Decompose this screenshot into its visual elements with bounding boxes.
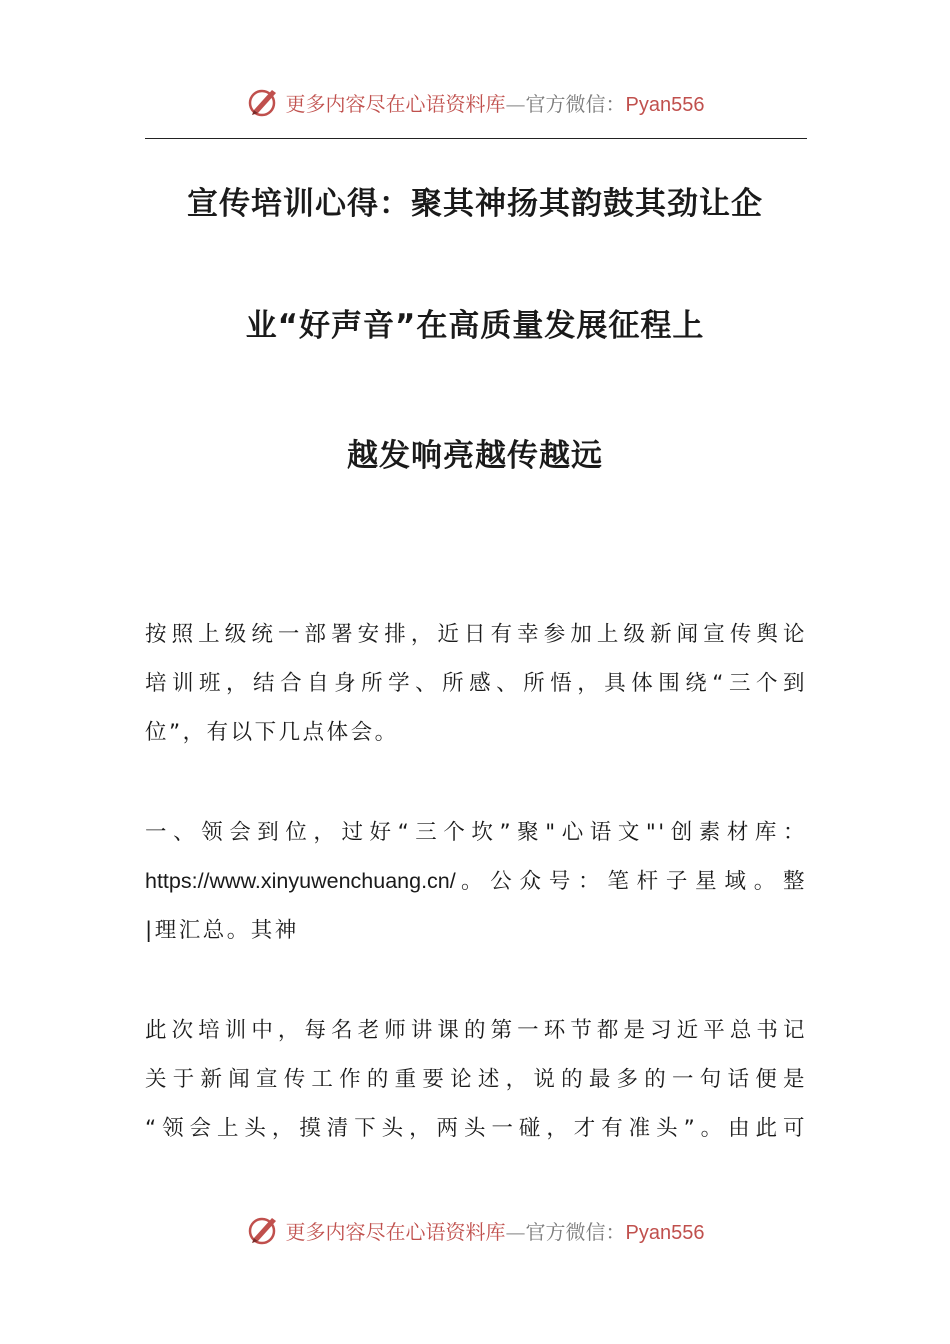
header-watermark-banner (0, 80, 950, 124)
paragraph-line: |理汇总。其神 (145, 918, 299, 943)
pen-circle-logo-icon (246, 84, 282, 120)
website-link[interactable]: https://www.xinyuwenchuang.cn/ (145, 869, 456, 893)
page-title-line-2: 业“好声音”在高质量发展征程上 (245, 308, 705, 344)
paragraph-training (145, 1006, 807, 1153)
paragraph-intro (145, 610, 807, 757)
paragraph-line: 一、领会到位，过好“三个坎”聚"心语文"'创素材库： (145, 820, 807, 845)
paragraph-line-with-link: https://www.xinyuwenchuang.cn/。公众号：笔杆子星域。整 (145, 869, 807, 894)
watermark-text: 更多内容尽在心语资料库—官方微信：Pyan556 (285, 1219, 705, 1244)
pen-circle-logo-icon (246, 1212, 282, 1248)
page-title-line-1: 宣传培训心得：聚其神扬其韵鼓其劲让企 (187, 186, 763, 222)
paragraph-line: 此次培训中，每名老师讲课的第一环节都是习近平总书记 (145, 1018, 807, 1043)
paragraph-line: 培训班，结合自身所学、所感、所悟，具体围绕“三个到 (145, 671, 807, 696)
paragraph-line: “领会上头，摸清下头，两头一碰，才有准头”。由此可 (145, 1116, 807, 1141)
footer-watermark-banner (0, 1208, 950, 1252)
paragraph-line: 关于新闻宣传工作的重要论述，说的最多的一句话便是 (145, 1067, 807, 1092)
header-divider (145, 138, 807, 139)
page-title-line-3: 越发响亮越传越远 (347, 438, 603, 474)
watermark-text: 更多内容尽在心语资料库—官方微信：Pyan556 (285, 91, 705, 116)
paragraph-line: 位”，有以下几点体会。 (145, 720, 399, 745)
paragraph-section-one (145, 808, 807, 955)
paragraph-line: 按照上级统一部署安排，近日有幸参加上级新闻宣传舆论 (145, 622, 807, 647)
